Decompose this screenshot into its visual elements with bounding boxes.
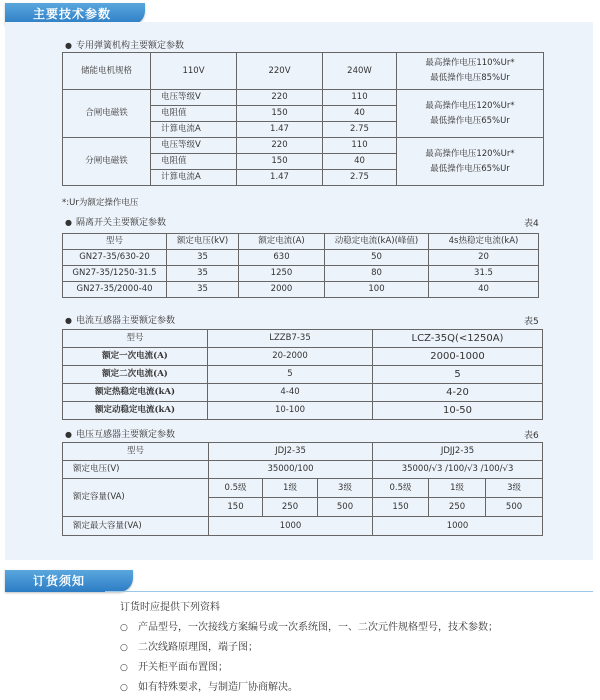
- cell: 10-50: [373, 402, 543, 420]
- list-item: ○ 如有特殊要求，与制造厂协商解决。: [120, 682, 298, 693]
- cell: 250: [429, 498, 486, 517]
- header-cell: 动稳定电流(kA)(峰值): [325, 234, 429, 250]
- header-cell: 型号: [63, 234, 167, 250]
- cell: 2000: [239, 282, 325, 298]
- cell: 35: [167, 282, 239, 298]
- cell: 110: [323, 138, 397, 154]
- section-title: 主要技术参数: [33, 7, 112, 21]
- bullet-icon: ○: [120, 623, 128, 633]
- header-cell: JDJ2-35: [209, 443, 373, 461]
- ordering-list: [120, 598, 498, 698]
- cell: 0.5级: [209, 479, 263, 498]
- cell: 3级: [486, 479, 543, 498]
- cell: 电阻值: [151, 154, 237, 170]
- header-cell: 4s热稳定电流(kA): [429, 234, 539, 250]
- cell: 1250: [239, 266, 325, 282]
- list-item: ○ 二次线路原理图，端子图；: [120, 642, 258, 653]
- list-item: ○ 产品型号，一次接线方案编号或一次系统图，一、二次元件规格型号，技术参数；: [120, 622, 498, 633]
- cell: 最高操作电压120%Ur* 最低操作电压65%Ur: [397, 138, 544, 186]
- table1-caption: ● 专用弹簧机构主要额定参数: [65, 41, 184, 51]
- cell: 2000-1000: [373, 348, 543, 366]
- cell: 额定一次电流(A): [63, 348, 208, 366]
- cell: 80: [325, 266, 429, 282]
- section-title: 订货须知: [33, 574, 86, 588]
- cell: 150: [209, 498, 263, 517]
- cell: 110V: [151, 53, 237, 90]
- cell: 额定热稳定电流(kA): [63, 384, 208, 402]
- cell: 220V: [237, 53, 323, 90]
- cell: 1级: [429, 479, 486, 498]
- header-cell: 型号: [63, 443, 209, 461]
- cell: 150: [237, 106, 323, 122]
- cell: 4-20: [373, 384, 543, 402]
- cell: 40: [323, 154, 397, 170]
- current-transformer-table: [62, 329, 543, 420]
- cell: 最高操作电压120%Ur* 最低操作电压65%Ur: [397, 90, 544, 138]
- cell: 630: [239, 250, 325, 266]
- cell: 10-100: [208, 402, 373, 420]
- header-cell: LCZ-35Q(<1250A): [373, 330, 543, 348]
- header-cell: 额定电压(kV): [167, 234, 239, 250]
- cell: 1.47: [237, 122, 323, 138]
- cell: 35: [167, 266, 239, 282]
- cell: 40: [429, 282, 539, 298]
- cell: GN27-35/630-20: [63, 250, 167, 266]
- table4-number: 表4: [524, 219, 539, 229]
- cell: GN27-35/1250-31.5: [63, 266, 167, 282]
- cell: 150: [237, 154, 323, 170]
- table6-caption: ● 电压互感器主要额定参数: [65, 430, 175, 440]
- cell: 额定二次电流(A): [63, 366, 208, 384]
- cell: 0.5级: [373, 479, 429, 498]
- cell: 额定最大容量(VA): [63, 517, 209, 536]
- cell: 31.5: [429, 266, 539, 282]
- cell: 500: [318, 498, 373, 517]
- cell: 计算电流A: [151, 170, 237, 186]
- cell: 110: [323, 90, 397, 106]
- cell: 电压等级V: [151, 90, 237, 106]
- footnote: *:Ur为额定操作电压: [62, 198, 139, 208]
- cell: 35000/100: [209, 461, 373, 479]
- cell: 40: [323, 106, 397, 122]
- cell: 额定容量(VA): [63, 479, 209, 517]
- table4-caption: ● 隔离开关主要额定参数: [65, 218, 166, 228]
- cell: 4-40: [208, 384, 373, 402]
- cell: 额定动稳定电流(kA): [63, 402, 208, 420]
- cell: 计算电流A: [151, 122, 237, 138]
- cell: 5: [373, 366, 543, 384]
- spring-mechanism-table: [62, 52, 544, 186]
- ordering-intro: 订货时应提供下列资料: [120, 602, 220, 613]
- cell: 220: [237, 90, 323, 106]
- cell: GN27-35/2000-40: [63, 282, 167, 298]
- cell: 1000: [373, 517, 543, 536]
- isolator-table: [62, 233, 539, 298]
- cell: 50: [325, 250, 429, 266]
- header-cell: 额定电流(A): [239, 234, 325, 250]
- list-item: ○ 开关柜平面布置图；: [120, 662, 228, 673]
- cell: 20-2000: [208, 348, 373, 366]
- cell: 3级: [318, 479, 373, 498]
- section-tab-ordering: [5, 570, 133, 592]
- header-cell: JDJJ2-35: [373, 443, 543, 461]
- voltage-transformer-table: [62, 442, 543, 536]
- bullet-icon: ○: [120, 663, 128, 673]
- cell: 2.75: [323, 122, 397, 138]
- cell: 220: [237, 138, 323, 154]
- cell: 分闸电磁铁: [63, 138, 151, 186]
- cell: 250: [263, 498, 318, 517]
- section-rule: [105, 591, 593, 592]
- cell: 最高操作电压110%Ur* 最低操作电压85%Ur: [397, 53, 544, 90]
- cell: 35: [167, 250, 239, 266]
- cell: 35000/√3 /100/√3 /100/√3: [373, 461, 543, 479]
- cell: 240W: [323, 53, 397, 90]
- cell: 1.47: [237, 170, 323, 186]
- cell: 额定电压(V): [63, 461, 209, 479]
- table5-caption: ● 电流互感器主要额定参数: [65, 316, 175, 326]
- cell: 储能电机规格: [63, 53, 151, 90]
- cell: 电阻值: [151, 106, 237, 122]
- cell: 20: [429, 250, 539, 266]
- cell: 150: [373, 498, 429, 517]
- cell: 5: [208, 366, 373, 384]
- bullet-icon: ○: [120, 643, 128, 653]
- cell: 电压等级V: [151, 138, 237, 154]
- table5-number: 表5: [524, 317, 539, 327]
- cell: 合闸电磁铁: [63, 90, 151, 138]
- cell: 500: [486, 498, 543, 517]
- header-cell: LZZB7-35: [208, 330, 373, 348]
- bullet-icon: ○: [120, 683, 128, 693]
- header-cell: 型号: [63, 330, 208, 348]
- cell: 2.75: [323, 170, 397, 186]
- cell: 1级: [263, 479, 318, 498]
- cell: 100: [325, 282, 429, 298]
- cell: 1000: [209, 517, 373, 536]
- table6-number: 表6: [524, 431, 539, 441]
